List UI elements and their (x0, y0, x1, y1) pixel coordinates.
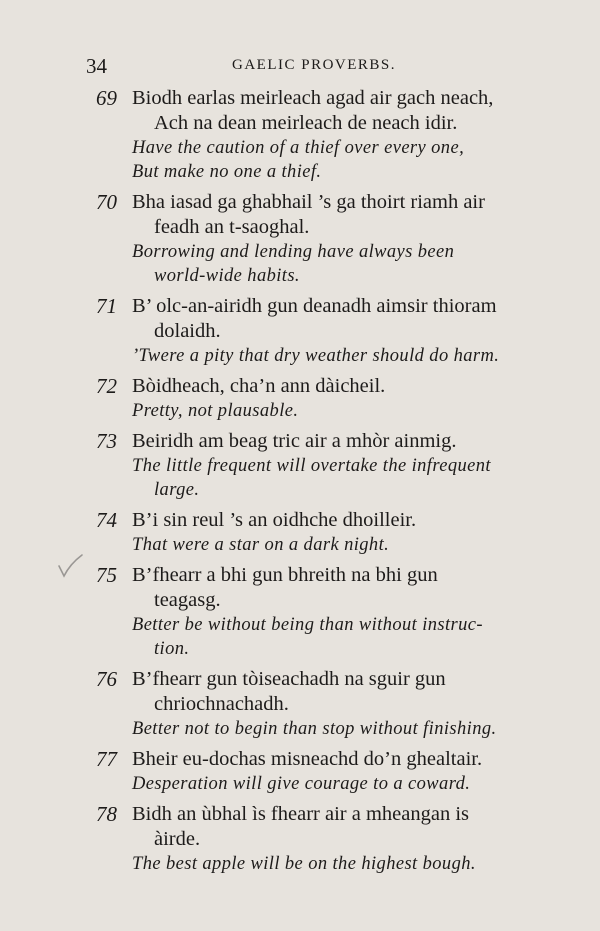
proverb-number: 75 (96, 563, 117, 587)
gaelic-text (132, 563, 566, 613)
proverb-body (132, 802, 566, 876)
proverb-item (96, 86, 566, 184)
english-line: Desperation will give courage to a coward. (132, 774, 471, 794)
gaelic-line: feadh an t-saoghal. (154, 216, 310, 238)
english-line: tion. (154, 639, 190, 659)
proverb-item (96, 190, 566, 288)
gaelic-text (132, 374, 566, 399)
english-line: world-wide habits. (154, 266, 300, 286)
gaelic-line: Bòidheach, cha’n ann dàicheil. (132, 375, 386, 397)
proverb-body (132, 747, 566, 796)
proverb-item (96, 802, 566, 876)
english-line: But make no one a thief. (132, 162, 322, 182)
gaelic-line: Biodh earlas meirleach agad air gach neach, (132, 87, 494, 109)
english-line: ’Twere a pity that dry weather should do harm. (132, 346, 500, 366)
proverb-body (132, 86, 566, 184)
english-translation (132, 613, 566, 661)
english-line: Better be without being than without instruc- (132, 615, 483, 635)
gaelic-line: B’fhearr gun tòiseachadh na sguir gun (132, 668, 446, 690)
proverb-number: 72 (96, 374, 117, 398)
gaelic-text (132, 508, 566, 533)
proverb-number: 73 (96, 429, 117, 453)
english-translation (132, 344, 566, 368)
english-line: Have the caution of a thief over every one, (132, 138, 465, 158)
gaelic-line: B’ olc-an-airidh gun deanadh aimsir thioram (132, 295, 497, 317)
proverb-item (96, 563, 566, 661)
gaelic-line: dolaidh. (154, 320, 221, 342)
proverb-body (132, 374, 566, 423)
english-line: The little frequent will overtake the infrequent (132, 456, 491, 476)
gaelic-line: Ach na dean meirleach de neach idir. (154, 112, 458, 134)
proverb-number: 74 (96, 508, 117, 532)
proverb-body (132, 294, 566, 368)
gaelic-text (132, 802, 566, 852)
page-number: 34 (86, 54, 107, 78)
proverb-number: 77 (96, 747, 117, 771)
english-line: large. (154, 480, 200, 500)
gaelic-line: Bidh an ùbhal ìs fhearr air a mheangan is (132, 803, 469, 825)
proverb-item (96, 429, 566, 502)
english-line: The best apple will be on the highest bough. (132, 854, 476, 874)
english-line: Borrowing and lending have always been (132, 242, 455, 262)
proverb-number: 71 (96, 294, 117, 318)
english-translation (132, 136, 566, 184)
proverb-number: 76 (96, 667, 117, 691)
english-translation (132, 454, 566, 502)
proverb-body (132, 429, 566, 502)
running-head (86, 54, 564, 78)
gaelic-text (132, 429, 566, 454)
gaelic-line: Bha iasad ga ghabhail ’s ga thoirt riamh air (132, 191, 485, 213)
proverb-item (96, 747, 566, 796)
proverb-number: 69 (96, 86, 117, 110)
proverb-body (132, 667, 566, 741)
proverb-body (132, 190, 566, 288)
gaelic-text (132, 747, 566, 772)
proverb-body (132, 563, 566, 661)
gaelic-line: teagasg. (154, 589, 221, 611)
english-line: Pretty, not plausable. (132, 401, 299, 421)
english-translation (132, 399, 566, 423)
english-translation (132, 533, 566, 557)
gaelic-line: Beiridh am beag tric air a mhòr ainmig. (132, 430, 457, 452)
gaelic-line: chriochnachadh. (154, 693, 289, 715)
gaelic-line: Bheir eu-dochas misneachd do’n ghealtair. (132, 748, 483, 770)
proverb-item (96, 374, 566, 423)
proverb-item (96, 508, 566, 557)
proverb-item (96, 667, 566, 741)
english-translation (132, 852, 566, 876)
gaelic-text (132, 667, 566, 717)
proverb-number: 70 (96, 190, 117, 214)
gaelic-line: B’fhearr a bhi gun bhreith na bhi gun (132, 564, 438, 586)
english-translation (132, 240, 566, 288)
pencil-check-mark-icon (56, 552, 86, 580)
gaelic-line: B’i sin reul ’s an oidhche dhoilleir. (132, 509, 417, 531)
english-translation (132, 772, 566, 796)
gaelic-text (132, 190, 566, 240)
proverb-number: 78 (96, 802, 117, 826)
proverb-list (96, 86, 566, 882)
gaelic-text (132, 86, 566, 136)
english-line: That were a star on a dark night. (132, 535, 390, 555)
english-translation (132, 717, 566, 741)
gaelic-text (132, 294, 566, 344)
running-title: GAELIC PROVERBS. (232, 57, 397, 73)
gaelic-line: àirde. (154, 828, 201, 850)
proverb-item (96, 294, 566, 368)
english-line: Better not to begin than stop without finishing. (132, 719, 497, 739)
proverb-body (132, 508, 566, 557)
